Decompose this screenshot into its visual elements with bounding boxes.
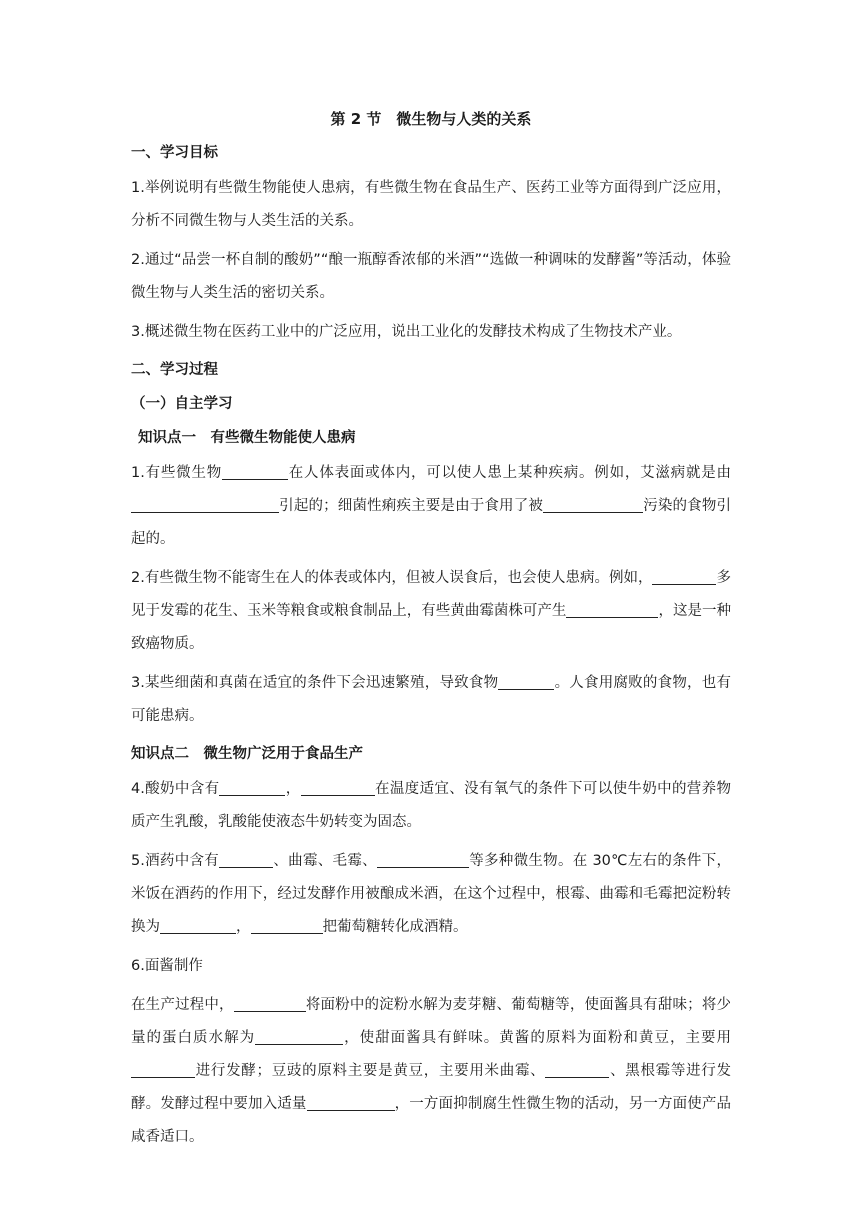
knowledge-point-heading: 知识点二 微生物广泛用于食品生产 [131, 746, 363, 762]
objective-item: 3.概述微生物在医药工业中的广泛应用，说出工业化的发酵技术构成了生物技术产业。 [131, 324, 682, 340]
answer-blank[interactable] [543, 498, 643, 514]
question-4: 4.酸奶中含有 ， 在温度适宜、没有氧气的条件下可以使牛奶中的营养物质产生乳酸，乳酸能使液态牛奶转变为固态。 [131, 781, 732, 830]
answer-blank[interactable] [307, 1096, 395, 1112]
question-6-title: 6.面酱制作 [131, 958, 203, 974]
page-title: 第 2 节 微生物与人类的关系 [330, 110, 532, 128]
answer-blank[interactable] [222, 465, 288, 481]
answer-blank[interactable] [219, 781, 285, 797]
answer-blank[interactable] [545, 1063, 609, 1079]
question-6: 在生产过程中， 将面粉中的淀粉水解为麦芽糖、葡萄糖等，使面酱具有甜味；将少量的蛋白质水解为 ，使甜面酱具有鲜味。黄酱的原料为面粉和黄豆，主要用进行发酵；豆豉的原料主要是黄豆，主要用米曲霉、 、黑根霉等进行发酵。发酵过程中要加入适量 ，一方面抑制腐生性微生物的活动，另一方面使产品咸香适口。 [131, 997, 732, 1145]
document-content [131, 104, 731, 1160]
answer-blank[interactable] [377, 853, 469, 869]
answer-blank[interactable] [131, 1063, 195, 1079]
answer-blank[interactable] [255, 1030, 343, 1046]
answer-blank[interactable] [251, 919, 323, 935]
knowledge-point-heading: 知识点一 有些微生物能使人患病 [138, 430, 356, 446]
answer-blank[interactable] [219, 853, 273, 869]
answer-blank[interactable] [160, 919, 236, 935]
question-3: 3.某些细菌和真菌在适宜的条件下会迅速繁殖，导致食物 。人食用腐败的食物，也有可能患病。 [131, 675, 731, 724]
answer-blank[interactable] [301, 781, 375, 797]
objective-item: 1.举例说明有些微生物能使人患病，有些微生物在食品生产、医药工业等方面得到广泛应用，分析不同微生物与人类生活的关系。 [131, 180, 731, 229]
answer-blank[interactable] [234, 997, 306, 1013]
answer-blank[interactable] [498, 675, 554, 691]
objective-item: 2.通过“品尝一杯自制的酸奶”“酿一瓶醇香浓郁的米酒”“选做一种调味的发酵酱”等活动，体验微生物与人类生活的密切关系。 [131, 252, 731, 301]
answer-blank[interactable] [566, 603, 658, 619]
question-1: 1.有些微生物 在人体表面或体内，可以使人患上某种疾病。例如，艾滋病就是由引起的；细菌性痢疾主要是由于食用了被 污染的食物引起的。 [131, 465, 732, 547]
question-5: 5.酒药中含有 、曲霉、毛霉、 等多种微生物。在 30℃左右的条件下，米饭在酒药的作用下，经过发酵作用被酿成米酒，在这个过程中，根霉、曲霉和毛霉把淀粉转换为 ， 把葡萄糖转化成酒精。 [131, 853, 732, 935]
subsection-heading: （一）自主学习 [131, 396, 233, 412]
question-2: 2.有些微生物不能寄生在人的体表或体内，但被人误食后，也会使人患病。例如， 多见于发霉的花生、玉米等粮食或粮食制品上，有些黄曲霉菌株可产生 ，这是一种致癌物质。 [131, 570, 732, 652]
answer-blank[interactable] [131, 498, 279, 514]
section-heading-process: 二、学习过程 [131, 362, 218, 378]
section-heading-objectives: 一、学习目标 [131, 145, 218, 161]
answer-blank[interactable] [652, 570, 716, 586]
